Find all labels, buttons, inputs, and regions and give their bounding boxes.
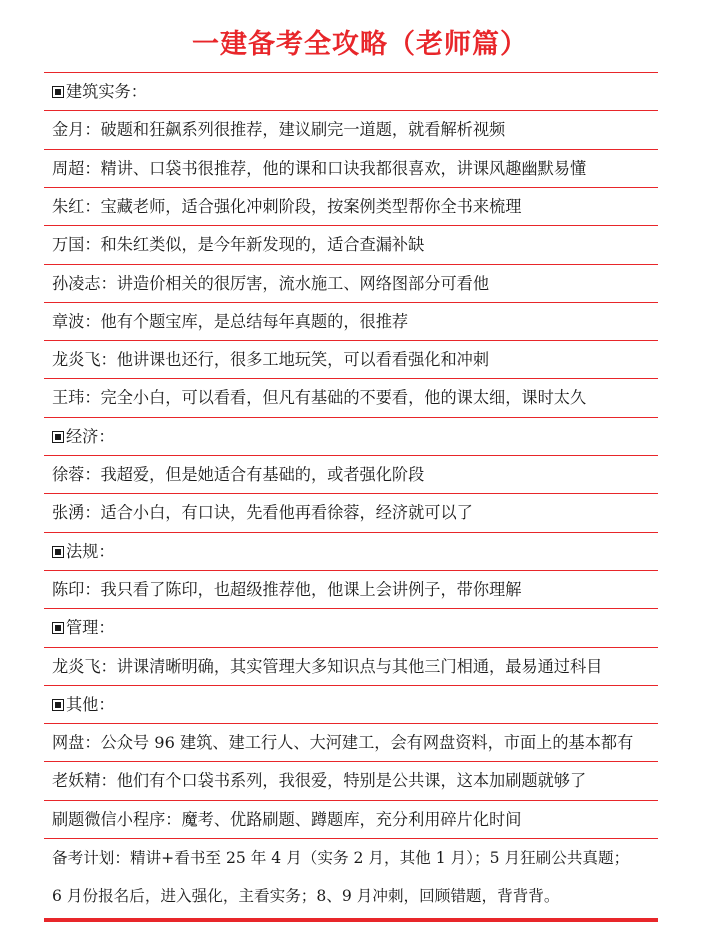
list-item bbox=[52, 265, 662, 303]
list-item bbox=[52, 188, 662, 226]
item-text: 陈印：我只看了陈印，也超级推荐他，他课上会讲例子，带你理解 bbox=[52, 579, 522, 599]
square-bullet-icon bbox=[52, 86, 64, 98]
section-heading bbox=[52, 686, 662, 724]
item-text: 金月：破题和狂飙系列很推荐，建议刷完一道题，就看解析视频 bbox=[52, 120, 506, 140]
section-heading bbox=[52, 533, 662, 571]
item-text: 6 月份报名后，进入强化，主看实务；8、9 月冲刺，回顾错题，背背背。 bbox=[52, 887, 560, 906]
item-text: 朱红：宝藏老师，适合强化冲刺阶段，按案例类型帮你全书来梳理 bbox=[52, 196, 522, 216]
square-bullet-icon bbox=[52, 622, 64, 634]
list-item bbox=[52, 839, 662, 877]
square-bullet-icon bbox=[52, 699, 64, 711]
section-heading bbox=[52, 609, 662, 647]
section-heading bbox=[52, 73, 662, 111]
square-bullet-icon bbox=[52, 431, 64, 443]
list-item bbox=[52, 341, 662, 379]
list-item bbox=[52, 456, 662, 494]
bottom-rule bbox=[44, 918, 658, 922]
square-bullet-icon bbox=[52, 546, 64, 558]
section-label: 法规： bbox=[66, 541, 115, 561]
list-item bbox=[52, 724, 662, 762]
item-text: 万国：和朱红类似，是今年新发现的，适合查漏补缺 bbox=[52, 235, 425, 255]
list-item bbox=[52, 648, 662, 686]
section-heading bbox=[52, 418, 662, 456]
section-label: 建筑实务： bbox=[66, 82, 147, 101]
list-item bbox=[52, 877, 662, 915]
item-text: 王玮：完全小白，可以看看，但凡有基础的不要看，他的课太细，课时太久 bbox=[52, 388, 587, 408]
item-text: 网盘：公众号 96 建筑、建工行人、大河建工，会有网盘资料，市面上的基本都有 bbox=[52, 733, 634, 753]
section-label: 其他： bbox=[66, 694, 115, 714]
list-item bbox=[52, 150, 662, 188]
item-text: 徐蓉：我超爱，但是她适合有基础的，或者强化阶段 bbox=[52, 465, 425, 484]
section-label: 经济： bbox=[66, 426, 115, 446]
list-item bbox=[52, 111, 662, 149]
item-text: 龙炎飞：他讲课也还行，很多工地玩笑，可以看看强化和冲刺 bbox=[52, 350, 490, 370]
item-text: 章波：他有个题宝库，是总结每年真题的，很推荐 bbox=[52, 311, 409, 331]
list-item bbox=[52, 379, 662, 417]
list-item bbox=[52, 494, 662, 532]
list-item bbox=[52, 801, 662, 839]
page-title: 一建备考全攻略（老师篇） bbox=[192, 29, 528, 60]
item-text: 周超：精讲、口袋书很推荐，他的课和口诀我都很喜欢，讲课风趣幽默易懂 bbox=[52, 158, 587, 178]
list-item bbox=[52, 303, 662, 341]
item-text: 刷题微信小程序：魔考、优路刷题、蹲题库，充分利用碎片化时间 bbox=[52, 809, 522, 829]
item-text: 龙炎飞：讲课清晰明确，其实管理大多知识点与其他三门相通，最易通过科目 bbox=[52, 656, 603, 676]
item-text: 孙凌志：讲造价相关的很厉害，流水施工、网络图部分可看他 bbox=[52, 273, 490, 293]
item-text: 老妖精：他们有个口袋书系列，我很爱，特别是公共课，这本加刷题就够了 bbox=[52, 771, 587, 791]
section-label: 管理： bbox=[66, 618, 115, 638]
item-text: 张湧：适合小白，有口诀，先看他再看徐蓉，经济就可以了 bbox=[52, 503, 473, 523]
list-item bbox=[52, 226, 662, 264]
item-text: 备考计划：精讲+看书至 25 年 4 月（实务 2 月，其他 1 月）；5 月狂刷公共真题； bbox=[52, 849, 630, 867]
list-item bbox=[52, 571, 662, 609]
list-item bbox=[52, 762, 662, 800]
